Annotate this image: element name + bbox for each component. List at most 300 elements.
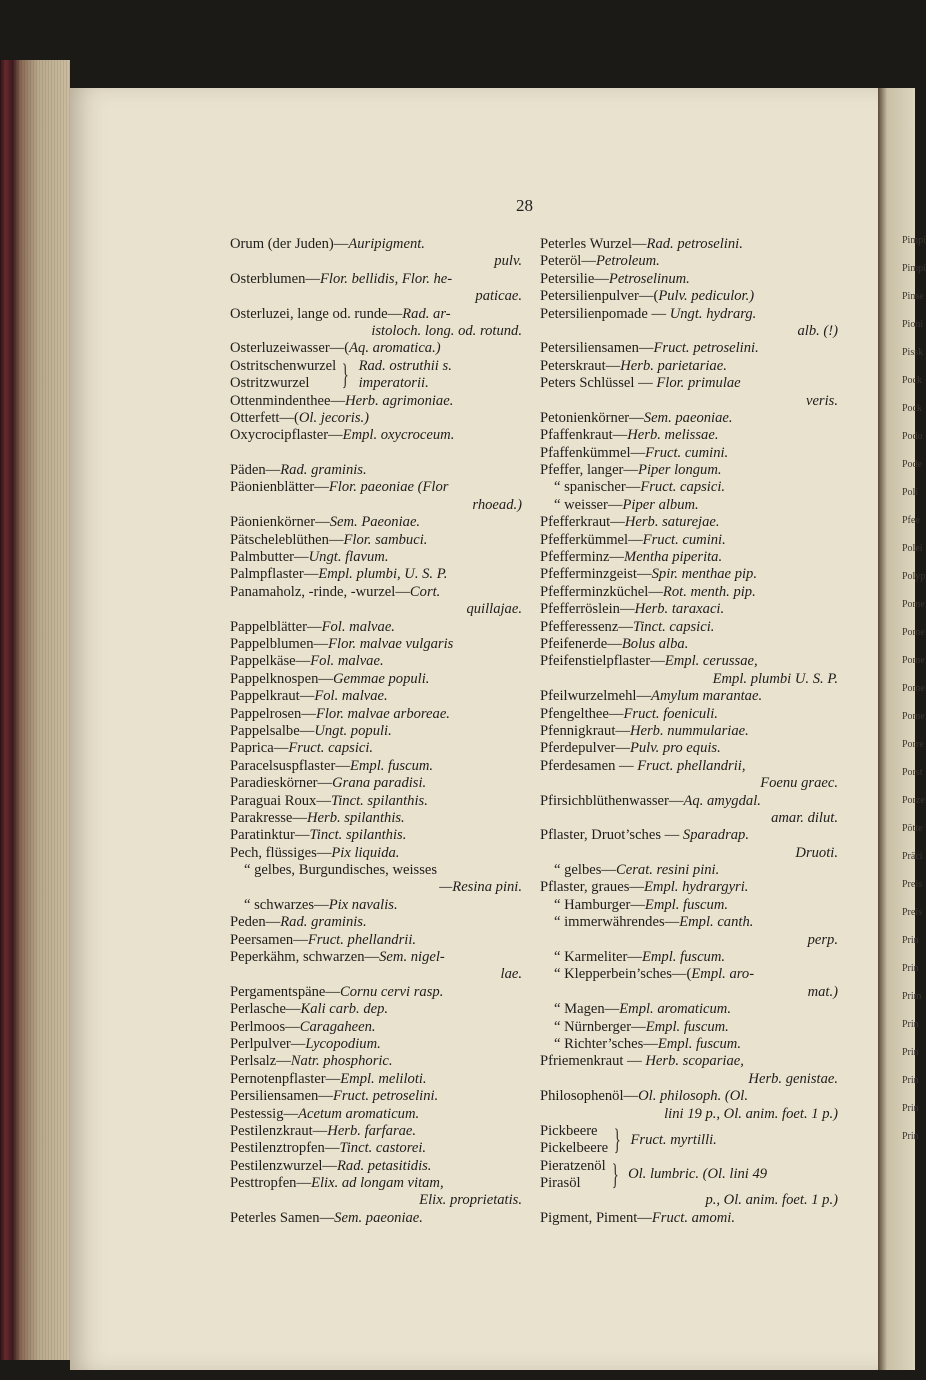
entry-latin: Sem. paeoniae. [643, 409, 733, 426]
entry-line [230, 566, 522, 583]
entry-term: Peters Schlüssel — [540, 375, 657, 392]
entry-term: Pfefferkraut— [540, 514, 625, 531]
entry-latin: Ungt. flavum. [308, 549, 389, 566]
entry-latin: Empl. fuscum. [644, 896, 729, 913]
entry-term: Palmpflaster— [230, 566, 319, 583]
facing-page-word: Pome [902, 655, 925, 666]
entry-continuation [540, 1071, 838, 1088]
entry-latin: Empl. canth. [679, 914, 754, 931]
entry-line [540, 236, 838, 253]
entry-term: “ schwarzes— [244, 896, 329, 913]
entry-term: Pestessig— [230, 1105, 299, 1122]
facing-page-word: Pioni [902, 319, 924, 330]
entry-term: “ gelbes— [554, 862, 617, 879]
entry-latin: Fol. malvae. [321, 618, 395, 635]
entry-latin: Herb. parietariae. [620, 357, 727, 374]
entry-latin: Rad. graminis. [280, 462, 367, 479]
entry-latin: Herb. genistae. [748, 1070, 838, 1087]
entry-line [230, 671, 522, 688]
entry-continuation [230, 601, 522, 618]
entry-latin: Spir. menthae pip. [651, 566, 757, 583]
entry-term: “ weisser— [554, 496, 623, 513]
entry-latin: Fruct. cumini. [642, 531, 726, 548]
entry-latin: Pulv. pediculor.) [658, 288, 755, 305]
entry-latin: Empl. fuscum. [641, 949, 726, 966]
entry-line [540, 497, 838, 514]
entry-latin: Empl. fuscum. [349, 757, 434, 774]
entry-term: “ Karmeliter— [554, 949, 642, 966]
entry-latin: Gemmae populi. [332, 670, 430, 687]
entry-latin: Petroleum. [595, 253, 660, 270]
entry-line [230, 514, 522, 531]
entry-term: Pfefferröslein— [540, 601, 635, 618]
entry-term: Peterskraut— [540, 357, 621, 374]
facing-page-word: Pötte [902, 823, 923, 834]
entry-term: Ostritschenwurzel [230, 357, 337, 374]
entry-term: “ spanischer— [554, 479, 641, 496]
entry-latin: Herb. scopariae, [645, 1053, 744, 1070]
entry-latin: Rot. menth. pip. [662, 583, 756, 600]
facing-page-word: Prin [902, 963, 919, 974]
entry-latin: Herb. taraxaci. [634, 601, 725, 618]
entry-latin: —Resina pini. [439, 879, 522, 896]
entry-latin: Fol. malvae. [314, 688, 388, 705]
spacer [230, 445, 522, 462]
entry-latin: Flor. primulae [656, 375, 741, 392]
entry-line [230, 1088, 522, 1105]
entry-term: “ Magen— [554, 1001, 620, 1018]
entry-latin: Acetum aromaticum. [298, 1105, 420, 1122]
entry-latin: Ol. jecoris.) [298, 409, 370, 426]
entry-latin: Ol. philosoph. (Ol. [638, 1088, 748, 1105]
entry-continuation [230, 1192, 522, 1209]
facing-page-word: Pome [902, 711, 925, 722]
entry-latin: veris. [805, 392, 838, 409]
entry-line [540, 271, 838, 288]
entry-latin: Piper longum. [638, 462, 722, 479]
bracketed-terms [540, 1123, 608, 1158]
entry-term: Päonienblätter— [230, 479, 329, 496]
entry-line [540, 566, 838, 583]
entry-latin: Aq. amygdal. [683, 792, 761, 809]
entry-line [230, 810, 522, 827]
facing-page-word: Prin [902, 1103, 919, 1114]
facing-page-word: Preis [902, 879, 922, 890]
entry-line [230, 1106, 522, 1123]
entry-line [230, 462, 522, 479]
brace-symbol: } [613, 1123, 621, 1157]
entry-latin: Empl. oxycroceum. [342, 427, 455, 444]
entry-line [540, 532, 838, 549]
entry-latin: Empl. fuscum. [657, 1035, 741, 1052]
entry-line [540, 479, 838, 496]
entry-latin: Tinct. spilanthis. [309, 827, 407, 844]
entry-latin: Herb. melissae. [627, 427, 719, 444]
entry-continuation [540, 932, 838, 949]
entry-line [230, 410, 522, 427]
entry-term: Pestilenzwurzel— [230, 1157, 337, 1174]
entry-latin: Grana paradisi. [332, 775, 427, 792]
entry-latin: Ol. lumbric. (Ol. lini 49 [628, 1166, 768, 1183]
entry-term: Pech, flüssiges— [230, 844, 332, 861]
entry-latin: Caragaheen. [299, 1018, 376, 1035]
entry-line [540, 410, 838, 427]
entry-line [230, 1019, 522, 1036]
entry-latin: Empl. meliloti. [340, 1070, 427, 1087]
entry-term: Pferdesamen — [540, 757, 638, 774]
facing-page-word: Pode [902, 459, 922, 470]
entry-latin: mat.) [807, 983, 838, 1000]
entry-term: “ immerwährendes— [554, 914, 680, 931]
entry-line [230, 914, 522, 931]
entry-continuation [540, 671, 838, 688]
entry-term: Päden— [230, 462, 281, 479]
entry-latin: Fruct. capsici. [640, 479, 726, 496]
entry-latin: Fruct. cumini. [645, 444, 729, 461]
brace-symbol: } [341, 358, 349, 392]
facing-page-word: Pome [902, 627, 925, 638]
entry-line [540, 653, 838, 670]
entry-latin: Pix navalis. [328, 896, 398, 913]
entry-line [230, 340, 522, 357]
entry-continuation [540, 845, 838, 862]
facing-page-word: Pome [902, 599, 925, 610]
entry-latin: Mentha piperita. [624, 549, 723, 566]
entry-line [540, 827, 838, 844]
entry-term: Perlpulver— [230, 1035, 306, 1052]
entry-term: Osterblumen— [230, 270, 320, 287]
entry-term: Petonienkörner— [540, 409, 644, 426]
entry-latin: Empl. hydrargyri. [643, 879, 749, 896]
entry-term: Pappelknospen— [230, 670, 333, 687]
entry-line [540, 1036, 838, 1053]
entry-term: Pestilenztropfen— [230, 1140, 340, 1157]
entry-term: Otterfett—( [230, 409, 299, 426]
entry-latin: Fruct. petroselini. [653, 340, 759, 357]
entry-latin: Tinct. castorei. [339, 1140, 427, 1157]
facing-page-word: Pimpi [902, 235, 926, 246]
entry-line [230, 897, 522, 914]
entry-term: Petersilienpomade — [540, 305, 670, 322]
entry-line [230, 775, 522, 792]
entry-line [230, 393, 522, 410]
entry-term: Pfeilwurzelmehl— [540, 688, 652, 705]
entry-continuation [230, 497, 522, 514]
facing-page-word: Polei [902, 543, 923, 554]
entry-latin: Rad. petasitidis. [337, 1157, 432, 1174]
entry-continuation [540, 323, 838, 340]
bracketed-terms [540, 1158, 606, 1193]
entry-term: Parakresse— [230, 809, 307, 826]
entry-term: Pfefferminzgeist— [540, 566, 652, 583]
entry-term: Pesttropfen— [230, 1175, 312, 1192]
entry-latin: Sparadrap. [682, 827, 749, 844]
entry-line [540, 445, 838, 462]
facing-page-word: Prin [902, 1047, 919, 1058]
entry-term: Pfirsichblüthenwasser— [540, 792, 684, 809]
entry-continuation [230, 966, 522, 983]
entry-term: Peterles Wurzel— [540, 236, 647, 252]
entry-latin: Empl. fuscum. [645, 1018, 729, 1035]
entry-line [230, 827, 522, 844]
entry-line [230, 619, 522, 636]
facing-page-word: Poli [902, 487, 919, 498]
entry-line [230, 584, 522, 601]
entry-term: Petersiliensamen— [540, 340, 654, 357]
entry-latin: Cornu cervi rasp. [339, 983, 444, 1000]
entry-term: Paprica— [230, 740, 289, 757]
entry-line [540, 340, 838, 357]
entry-latin: Lycopodium. [305, 1035, 381, 1052]
entry-term: Pappelblätter— [230, 618, 322, 635]
entry-term: Pfaffenkümmel— [540, 444, 646, 461]
entry-line [230, 984, 522, 1001]
entry-latin-line: imperatorii. [358, 375, 429, 392]
entry-term: Pieratzenöl [540, 1157, 606, 1174]
entry-latin: Flor. malvae arboreae. [315, 705, 450, 722]
entry-line [540, 706, 838, 723]
entry-latin: Natr. phosphoric. [290, 1053, 393, 1070]
entry-continuation [540, 1192, 838, 1209]
entry-line [540, 1001, 838, 1018]
entry-latin: Rad. ar- [402, 305, 451, 322]
entry-line [230, 1001, 522, 1018]
entry-latin: Fruct. petroselini. [332, 1088, 439, 1105]
entry-line [230, 845, 522, 862]
entry-line [230, 1158, 522, 1175]
entry-line [540, 288, 838, 305]
entry-term: Paracelsuspflaster— [230, 757, 350, 774]
entry-line [540, 549, 838, 566]
entry-term: Pätscheleblüthen— [230, 531, 344, 548]
entry-term: Pestilenzkraut— [230, 1122, 328, 1139]
facing-page-word: Podo [902, 431, 923, 442]
facing-page-word: Präci [902, 851, 923, 862]
entry-line [230, 1053, 522, 1070]
entry-latin: Ungt. populi. [314, 722, 392, 739]
entry-latin: Cort. [409, 583, 441, 600]
entry-term: Panamaholz, -rinde, -wurzel— [230, 583, 410, 600]
entry-line [230, 949, 522, 966]
entry-term: Orum (der Juden)— [230, 236, 349, 252]
entry-continuation [540, 984, 838, 1001]
entry-term: Pfeifenstielpflaster— [540, 653, 665, 670]
entry-continuation [230, 288, 522, 305]
facing-page-word: Prin [902, 1131, 919, 1142]
entry-latin: Elix. proprietatis. [419, 1192, 522, 1209]
entry-line [230, 271, 522, 288]
entry-line [540, 619, 838, 636]
entry-line [230, 1036, 522, 1053]
entry-latin: Herb. nummulariae. [629, 722, 749, 739]
entry-latin: Herb. farfarae. [327, 1122, 417, 1139]
facing-page-word: Pimpi [902, 263, 926, 274]
entry-latin: quillajae. [466, 601, 522, 618]
entry-term: Osterluzei, lange od. runde— [230, 305, 403, 322]
entry-term: Pickbeere [540, 1122, 598, 1139]
entry-latin: Herb. agrimoniae. [345, 392, 454, 409]
right-column [540, 236, 838, 1227]
entry-term: Pfengelthee— [540, 705, 624, 722]
entry-latin: amar. dilut. [771, 809, 838, 826]
entry-line [230, 758, 522, 775]
entry-term: Pappelkraut— [230, 688, 315, 705]
page-number: 28 [516, 196, 533, 215]
entry-term: “ gelbes, Burgundisches, weisses [244, 862, 438, 879]
entry-term: Petersilienpulver—( [540, 288, 659, 305]
entry-term: Petersilie— [540, 270, 609, 287]
facing-page-word: Porre [902, 739, 924, 750]
entry-term: Pappelkäse— [230, 653, 311, 670]
entry-term: Pergamentspäne— [230, 983, 340, 1000]
entry-term: Pickelbeere [540, 1140, 609, 1157]
entry-line [230, 706, 522, 723]
entry-line [540, 723, 838, 740]
entry-line [230, 532, 522, 549]
entry-continuation [230, 323, 522, 340]
entry-line [540, 1088, 838, 1105]
entry-latin: Rad. graminis. [280, 914, 367, 931]
entry-term: Paratinktur— [230, 827, 310, 844]
entry-term: Pappelblumen— [230, 635, 329, 652]
entry-continuation: lini 19 p., Ol. anim. foet. 1 p.) [664, 1105, 838, 1122]
entry-latin: paticae. [475, 288, 522, 305]
entry-latin: Empl. cerussae, [664, 653, 758, 670]
entry-term: Peterles Samen— [230, 1209, 335, 1226]
entry-line [230, 1175, 522, 1192]
entry-line [540, 636, 838, 653]
entry-line [540, 462, 838, 479]
entry-line [230, 862, 522, 879]
entry-line [540, 758, 838, 775]
entry-line [540, 601, 838, 618]
entry-line [230, 1071, 522, 1088]
entry-latin: Elix. ad longam vitam, [311, 1175, 444, 1192]
entry-line [540, 914, 838, 931]
entry-line [540, 253, 838, 270]
entry-line [540, 1053, 838, 1070]
facing-page-word: Pinse [902, 291, 924, 302]
entry-term: Pfaffenkraut— [540, 427, 628, 444]
entry-latin: alb. (!) [797, 322, 838, 339]
entry-latin: rhoead.) [472, 496, 522, 513]
bracketed-entry [540, 1158, 838, 1193]
entry-latin: Sem. nigel- [379, 949, 445, 966]
entry-continuation [540, 393, 838, 410]
entry-continuation [540, 775, 838, 792]
entry-term: Pfefferminz— [540, 549, 625, 566]
entry-latin: Empl. plumbi U. S. P. [712, 670, 838, 687]
entry-line [230, 236, 522, 253]
entry-line [540, 358, 838, 375]
entry-latin-line: Rad. ostruthii s. [358, 357, 452, 374]
entry-latin: Empl. plumbi, U. S. P. [318, 566, 448, 583]
entry-latin: Sem. paeoniae. [334, 1209, 423, 1226]
left-column [230, 236, 522, 1227]
entry-line [540, 1019, 838, 1036]
entry-term: Peteröl— [540, 253, 596, 270]
entry-latin: Auripigment. [348, 236, 425, 252]
entry-latin: Flor. paeoniae (Flor [328, 479, 449, 496]
entry-term: Pirasöl [540, 1175, 581, 1192]
entry-line [230, 1123, 522, 1140]
entry-term: Perlmoos— [230, 1018, 300, 1035]
entry-latin: Ungt. hydrarg. [669, 305, 757, 322]
entry-latin: Fruct. phellandrii, [637, 757, 746, 774]
entry-term: “ Hamburger— [554, 896, 645, 913]
entry-latin: pulv. [494, 253, 522, 270]
facing-page-word: Prin [902, 1075, 919, 1086]
entry-term: Pappelrosen— [230, 705, 316, 722]
facing-page-word: Prim [902, 991, 922, 1002]
entry-term: Oxycrocipflaster— [230, 427, 343, 444]
entry-term: “ Klepperbein’sches—( [554, 966, 692, 983]
entry-latin: Pulv. pro equis. [629, 740, 721, 757]
entry-term: “ Richter’sches— [554, 1035, 658, 1052]
entry-latin: Flor. sambuci. [343, 531, 428, 548]
entry-line [230, 932, 522, 949]
entry-latin: p., Ol. anim. foet. 1 p.) [705, 1192, 838, 1209]
facing-page-word: Prin [902, 1019, 919, 1030]
entry-line [540, 879, 838, 896]
facing-page-word: Pfee [902, 515, 920, 526]
entry-term: Peersamen— [230, 931, 308, 948]
entry-latin: Tinct. capsici. [632, 618, 715, 635]
entry-term: Pigment, Piment— [540, 1209, 652, 1226]
entry-line [230, 793, 522, 810]
facing-page-word: Pock [902, 375, 922, 386]
entry-term: Peden— [230, 914, 281, 931]
entry-latin: lae. [500, 966, 522, 983]
entry-line [540, 584, 838, 601]
entry-latin: istoloch. long. od. rotund. [371, 322, 522, 339]
facing-page-word: Preis [902, 907, 922, 918]
facing-page-edge [878, 88, 926, 1370]
entry-term: “ Nürnberger— [554, 1018, 646, 1035]
entry-latin: Rad. petroselini. [646, 236, 743, 252]
entry-latin: Herb. saturejae. [624, 514, 720, 531]
entry-term: Pfefferkümmel— [540, 531, 643, 548]
entry-line [540, 862, 838, 879]
entry-line [540, 740, 838, 757]
entry-term: Pfeffer, langer— [540, 462, 639, 479]
entry-term: Osterluzeiwasser—( [230, 340, 350, 357]
entry-term: Pfefferminzküchel— [540, 583, 663, 600]
entry-line [230, 479, 522, 496]
entry-term: Pflaster, graues— [540, 879, 644, 896]
entry-term: Päonienkörner— [230, 514, 330, 531]
entry-term: Ottenmindenthee— [230, 392, 346, 409]
book-edge-left [0, 60, 70, 1360]
entry-line [230, 653, 522, 670]
entry-term: Peperkähm, schwarzen— [230, 949, 380, 966]
entry-line [540, 688, 838, 705]
bracketed-entry [230, 358, 522, 393]
entry-line [230, 723, 522, 740]
entry-line [540, 514, 838, 531]
entry-latin: Fruct. phellandrii. [307, 931, 417, 948]
entry-latin: Amylum marantae. [651, 688, 763, 705]
entry-line [540, 375, 838, 392]
entry-term: Paradieskörner— [230, 775, 333, 792]
facing-page-word: Polyp [902, 571, 926, 582]
entry-latin: Cerat. resini pini. [616, 862, 720, 879]
entry-line [230, 636, 522, 653]
entry-term: Palmbutter— [230, 549, 309, 566]
entry-latin: Fruct. myrtilli. [630, 1131, 717, 1148]
entry-line [540, 306, 838, 323]
facing-page-word: Pome [902, 683, 925, 694]
